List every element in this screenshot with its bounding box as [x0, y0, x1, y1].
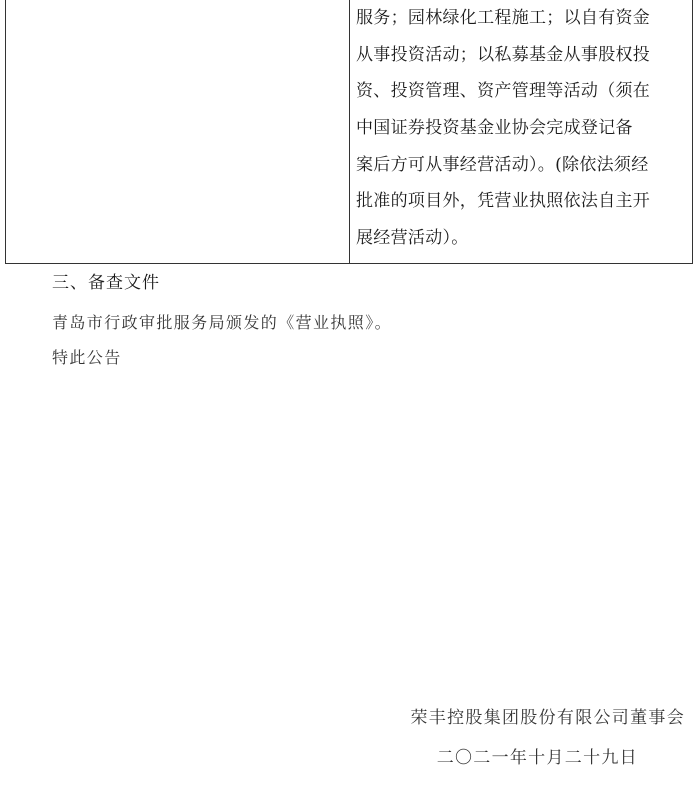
business-scope-line: 资、投资管理、资产管理等活动（须在: [356, 81, 651, 102]
business-scope-cell: [356, 0, 688, 257]
signature-date: 二〇二一年十月二十九日: [436, 748, 638, 768]
business-scope-table: [5, 0, 693, 264]
business-scope-line: 批准的项目外，凭营业执照依法自主开: [356, 191, 651, 212]
business-scope-line: 展经营活动）。: [356, 228, 469, 249]
business-scope-line: 案后方可从事经营活动）。(除依法须经: [356, 154, 649, 175]
business-scope-line: 从事投资活动；以私募基金从事股权投: [356, 44, 651, 65]
closing-statement: 特此公告: [52, 348, 122, 367]
reference-document-line: 青岛市行政审批服务局颁发的《营业执照》。: [52, 313, 393, 332]
signature-company: 荣丰控股集团股份有限公司董事会: [410, 708, 685, 728]
business-scope-line: 服务；园林绿化工程施工；以自有资金: [356, 8, 651, 28]
table-column-divider: [349, 0, 350, 263]
section-heading: 三、备查文件: [52, 273, 160, 293]
business-scope-line: 中国证券投资基金业协会完成登记备: [356, 118, 633, 139]
